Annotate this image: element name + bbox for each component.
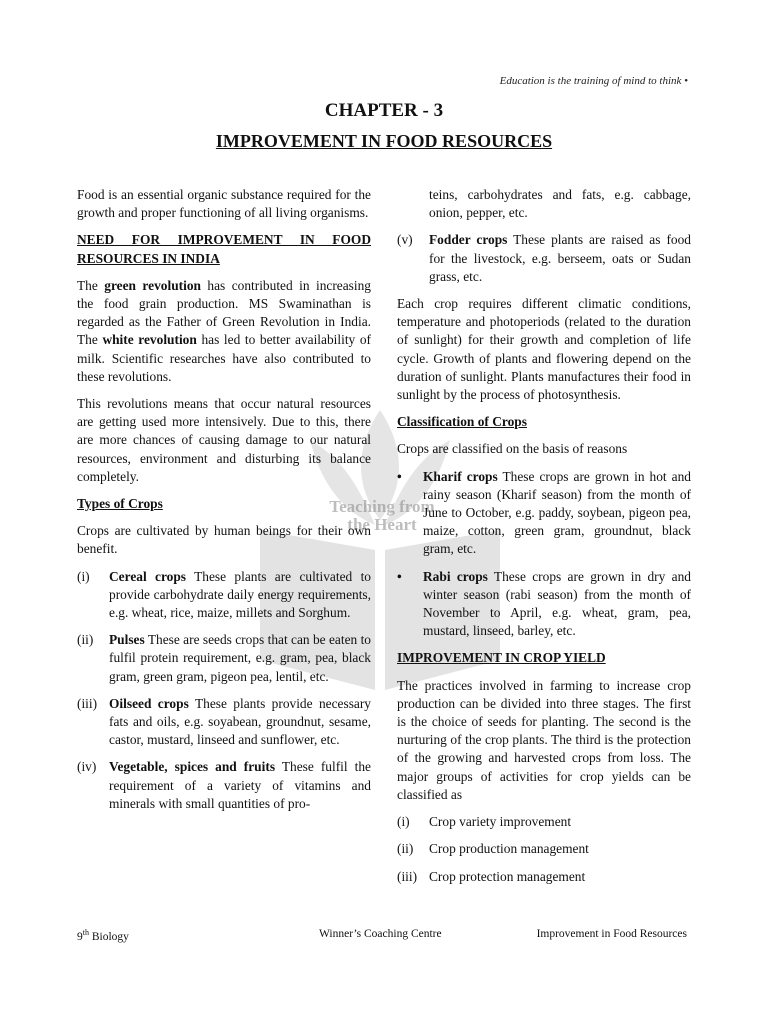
list-item <box>397 840 691 858</box>
item-text: Crop protection management <box>429 868 586 884</box>
footer-class-number: 9 <box>77 930 83 943</box>
item-text: These fulfil the requirement of a variety of vitamins and minerals with small quantities of pro- <box>109 759 371 811</box>
item-title: Vegetable, spices and fruits <box>109 759 276 775</box>
green-pre: The <box>77 277 105 293</box>
bullet-text: These crops are grown in hot and rainy season (Kharif season) from the month of June to October, e.g. paddy, soybean, pigeon pea, maize, cotton, green gram, groundnut, black gram, etc. <box>423 468 691 557</box>
item-number: (iii) <box>397 868 418 884</box>
footer-class-superscript: th <box>82 928 89 937</box>
types-heading: Types of Crops <box>77 496 163 512</box>
item-body <box>429 231 691 286</box>
item-text: These are seeds crops that can be eaten to fulfil protein requirement, e.g. gram, pea, black gram, green gram, pigeon pea, lentil, etc. <box>109 632 371 684</box>
green-post: has led to better availability of milk. Scientific researches have also contributed to these revolutions. <box>77 332 371 384</box>
item-body <box>109 758 371 813</box>
green-revolution-term: green revolution <box>104 277 201 293</box>
item-body: teins, carbohydrates and fats, e.g. cabbage, onion, pepper, etc. <box>429 187 691 221</box>
item-body <box>109 631 371 686</box>
chapter-number: CHAPTER - 3 <box>324 100 444 121</box>
chapter-title-text: IMPROVEMENT IN FOOD RESOURCES <box>215 131 553 151</box>
need-heading: NEED FOR IMPROVEMENT IN FOOD RESOURCES IN INDIA <box>77 232 371 266</box>
footer-class <box>77 928 129 943</box>
footer-centre: Winner’s Coaching Centre <box>319 928 442 940</box>
footer-topic: Improvement in Food Resources <box>536 928 687 940</box>
revolutions-paragraph: This revolutions means that occur natural resources are getting used more intensively. Due to this, there are more chances of causing damage to our natural resources, environment and disturbing its balance completely. <box>77 396 371 484</box>
yield-paragraph: The practices involved in farming to increase crop production can be divided into three stages. The first is the choice of seeds for planting. The second is the nurturing of the crop plants. The third is the protection of the growing and harvested crops from loss. The major groups of activities for crop yields can be classified as <box>397 677 691 802</box>
green-mid: has contributed in increasing the food grain production. MS Swaminathan is regarded as the Father of Green Revolution in India. The <box>77 277 372 348</box>
item-text: These plants provide necessary fats and oils, e.g. soyabean, groundnut, sesame, castor, mustard, linseed and sunflower, etc. <box>109 695 372 748</box>
bullet-text: These crops are grown in dry and winter season (rabi season) from the month of November to April, e.g. wheat, gram, pea, mustard, linseed, barley, etc. <box>423 568 691 639</box>
item-text: Crop variety improvement <box>429 814 572 830</box>
bullet-body <box>423 468 691 559</box>
watermark-line1: Teaching from <box>329 497 435 516</box>
bullet-title: Kharif crops <box>423 468 498 484</box>
list-item-continued <box>397 186 691 222</box>
item-number: (ii) <box>397 841 414 857</box>
classification-heading: Classification of Crops <box>397 414 527 430</box>
item-body <box>109 568 371 623</box>
green-revolution-paragraph <box>77 277 371 386</box>
item-title: Oilseed crops <box>109 695 189 711</box>
item-number: (iv) <box>77 759 97 775</box>
list-item <box>77 568 371 623</box>
bullet-item <box>397 568 691 641</box>
item-title: Cereal crops <box>109 568 187 584</box>
item-number: (iii) <box>77 695 98 711</box>
item-number: (v) <box>397 232 413 248</box>
chapter-title <box>0 131 768 152</box>
bullet-icon: • <box>397 468 402 484</box>
item-number: (i) <box>77 568 90 584</box>
item-number: (ii) <box>77 632 94 648</box>
climate-paragraph: Each crop requires different climatic conditions, temperature and photoperiods (related to the duration of sunlight) for their growth and completion of life cycle. Growth of plants and flowering depend on the duration of sunlight. Plants manufactures their food in sunlight by the process of photosynthesis. <box>397 296 691 403</box>
list-item <box>397 231 691 286</box>
bullet-item <box>397 468 691 559</box>
bullet-body <box>423 568 691 641</box>
footer-class-subject: Biology <box>88 930 129 943</box>
left-column <box>77 186 371 822</box>
item-text: These plants are cultivated to provide carbohydrate daily energy requirements, e.g. wheat, rice, maize, millets and Sorghum. <box>109 568 371 621</box>
list-item <box>397 868 691 886</box>
item-text: Crop production management <box>429 841 589 857</box>
item-title: Pulses <box>109 632 145 648</box>
item-title: Fodder crops <box>429 232 508 248</box>
item-number-empty <box>397 186 429 222</box>
yield-heading: IMPROVEMENT IN CROP YIELD <box>397 650 606 666</box>
white-revolution-term: white revolution <box>102 332 197 348</box>
types-intro: Crops are cultivated by human beings for their own benefit. <box>77 523 371 557</box>
list-item <box>77 631 371 686</box>
bullet-title: Rabi crops <box>423 568 488 584</box>
header-tagline: Education is the training of mind to think • <box>499 75 688 87</box>
right-column <box>397 186 691 895</box>
classification-intro: Crops are classified on the basis of reasons <box>397 441 628 457</box>
intro-paragraph: Food is an essential organic substance required for the growth and proper functioning of all living organisms. <box>77 187 371 221</box>
item-number: (i) <box>397 814 410 830</box>
item-text: These plants are raised as food for the livestock, e.g. berseem, oats or Sudan grass, etc. <box>429 232 691 284</box>
item-body <box>109 695 371 750</box>
list-item <box>77 758 371 813</box>
list-item <box>77 695 371 750</box>
bullet-icon: • <box>397 568 402 584</box>
list-item <box>397 813 691 831</box>
watermark-line2: the Heart <box>347 515 417 534</box>
